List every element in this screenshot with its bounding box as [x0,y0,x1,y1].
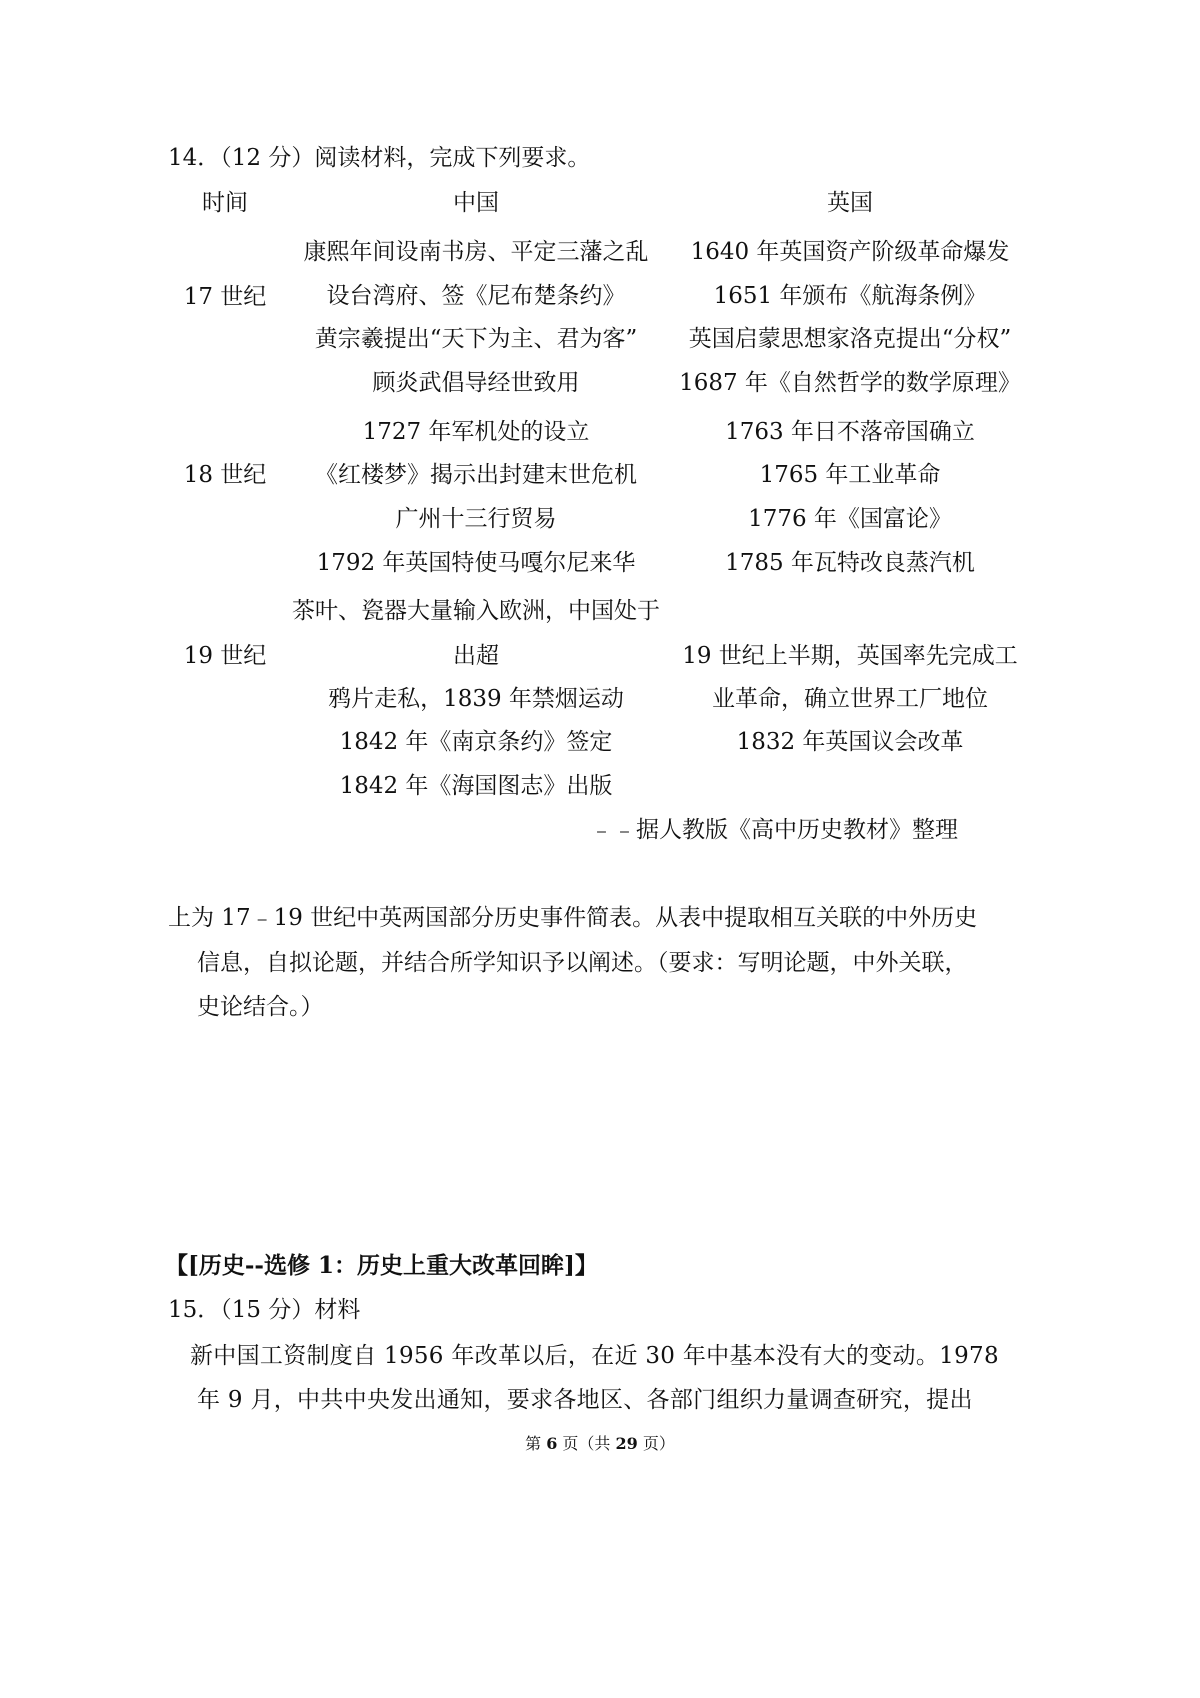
china-17-2: 设台湾府、签《尼布楚条约》 [326,283,626,309]
britain-17-3: 英国启蒙思想家洛克提出“分权” [688,326,1012,352]
footer-prefix: 第 [525,1434,542,1453]
britain-18-4: 1785 年瓦特改良蒸汽机 [725,550,975,576]
question-15-title: 15．（15 分）材料 [168,1297,361,1323]
china-18-2: 《红楼梦》揭示出封建末世危机 [315,462,637,488]
page-footer [0,1431,1200,1454]
period-19th: 19 世纪 [183,643,267,669]
header-time: 时间 [202,190,248,216]
china-19-2: 出超 [453,643,499,669]
china-19-3: 鸦片走私，1839 年禁烟运动 [328,686,624,712]
britain-18-1: 1763 年日不落帝国确立 [725,419,975,445]
china-18-4: 1792 年英国特使马嘎尔尼来华 [316,550,636,576]
china-19-1: 茶叶、瓷器大量输入欧洲，中国处于 [292,598,660,624]
q14-prompt-line-2: 信息，自拟论题，并结合所学知识予以阐述。（要求：写明论题，中外关联， [197,950,968,976]
section-title: 【[历史--选修 1：历史上重大改革回眸]】 [165,1252,598,1279]
q14-prompt-line-3: 史论结合。） [197,994,324,1020]
period-17th: 17 世纪 [183,284,267,310]
question-14-title: 14．（12 分）阅读材料，完成下列要求。 [168,145,591,171]
britain-19-1: 19 世纪上半期，英国率先完成工 [682,643,1018,669]
q15-line-1: 新中国工资制度自 1956 年改革以后，在近 30 年中基本没有大的变动。1978 [190,1343,999,1369]
china-17-4: 顾炎武倡导经世致用 [372,370,580,396]
footer-mid: 页（共 [562,1434,611,1453]
period-18th: 18 世纪 [183,462,267,488]
table-source: ﹣﹣据人教版《高中历史教材》整理 [590,817,958,843]
britain-17-1: 1640 年英国资产阶级革命爆发 [690,239,1010,265]
header-britain: 英国 [827,190,873,216]
britain-17-2: 1651 年颁布《航海条例》 [713,283,987,309]
china-17-1: 康熙年间设南书房、平定三藩之乱 [303,239,649,265]
header-china: 中国 [453,190,499,216]
q14-prompt-line-1: 上为 17﹣19 世纪中英两国部分历史事件简表。从表中提取相互关联的中外历史 [168,905,978,931]
china-18-3: 广州十三行贸易 [395,506,557,532]
footer-page-number: 6 [546,1434,558,1453]
china-17-3: 黄宗羲提出“天下为主、君为客” [314,326,638,352]
china-18-1: 1727 年军机处的设立 [362,419,590,445]
britain-17-4: 1687 年《自然哲学的数学原理》 [679,370,1021,396]
china-19-5: 1842 年《海国图志》出版 [339,773,613,799]
footer-total-pages: 29 [615,1434,638,1453]
britain-19-2: 业革命，确立世界工厂地位 [712,686,988,712]
footer-suffix: 页） [642,1434,675,1453]
q15-line-2: 年 9 月，中共中央发出通知，要求各地区、各部门组织力量调查研究，提出 [197,1387,973,1413]
britain-19-3: 1832 年英国议会改革 [736,729,964,755]
china-19-4: 1842 年《南京条约》签定 [339,729,613,755]
britain-18-2: 1765 年工业革命 [759,462,941,488]
britain-18-3: 1776 年《国富论》 [748,506,952,532]
